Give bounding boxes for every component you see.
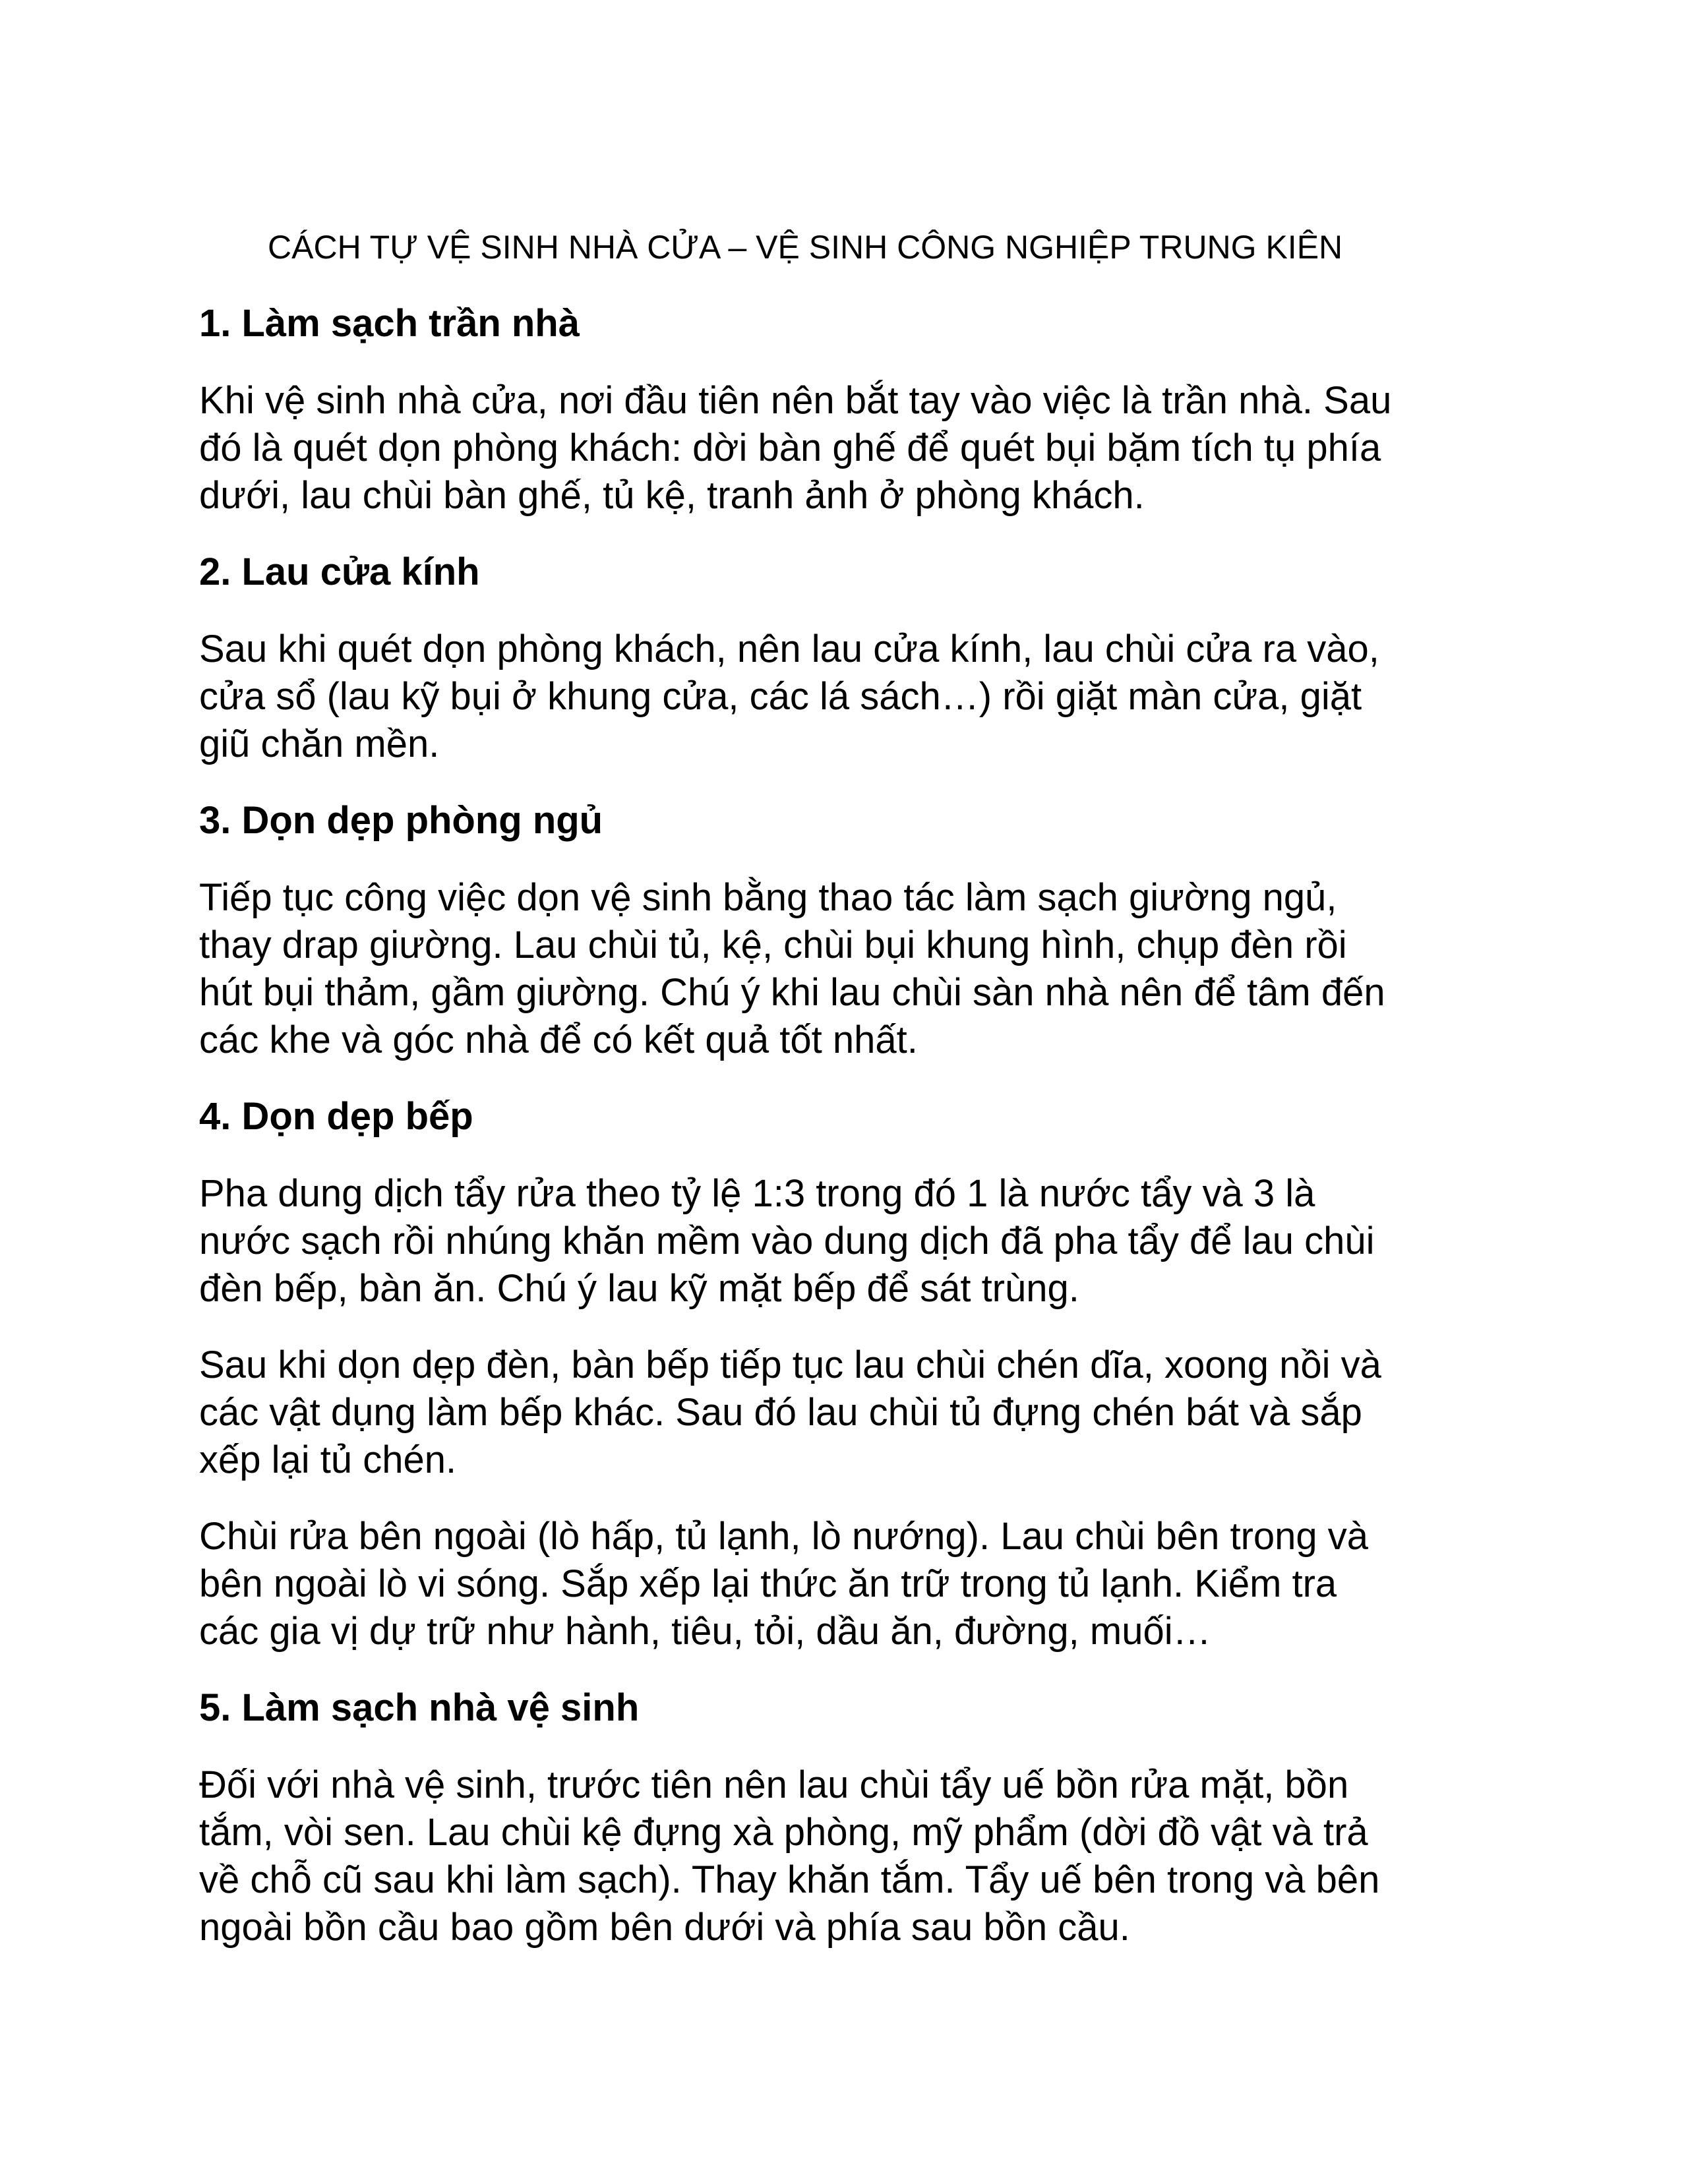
text-line: Chùi rửa bên ngoài (lò hấp, tủ lạnh, lò nướng). Lau chùi bên trong và xyxy=(199,1515,1369,1558)
section-don-dep-phong-ngu xyxy=(199,797,1518,1093)
section-don-dep-bep xyxy=(199,1093,1518,1684)
section-lam-sach-tran-nha xyxy=(199,300,1518,548)
text-line: tắm, vòi sen. Lau chùi kệ đựng xà phòng, mỹ phẩm (dời đồ vật và trả xyxy=(199,1811,1368,1854)
text-line: thay drap giường. Lau chùi tủ, kệ, chùi bụi khung hình, chụp đèn rồi xyxy=(199,924,1347,966)
section-heading: 5. Làm sạch nhà vệ sinh xyxy=(199,1686,640,1729)
paragraph xyxy=(199,377,1518,519)
paragraph xyxy=(199,1513,1518,1655)
text-line: Sau khi dọn dẹp đèn, bàn bếp tiếp tục lau chùi chén dĩa, xoong nồi và xyxy=(199,1343,1381,1386)
text-line: về chỗ cũ sau khi làm sạch). Thay khăn tắm. Tẩy uế bên trong và bên xyxy=(199,1858,1380,1901)
text-line: các gia vị dự trữ như hành, tiêu, tỏi, dầu ăn, đường, muối… xyxy=(199,1610,1211,1653)
section-heading: 4. Dọn dẹp bếp xyxy=(199,1095,473,1138)
text-line: các khe và góc nhà để có kết quả tốt nhất. xyxy=(199,1018,918,1061)
document-title: CÁCH TỰ VỆ SINH NHÀ CỬA – VỆ SINH CÔNG NGHIỆP TRUNG KIÊN xyxy=(268,229,1343,266)
text-line: đèn bếp, bàn ăn. Chú ý lau kỹ mặt bếp để sát trùng. xyxy=(199,1267,1079,1310)
text-line: Đối với nhà vệ sinh, trước tiên nên lau chùi tẩy uế bồn rửa mặt, bồn xyxy=(199,1763,1349,1806)
text-line: Khi vệ sinh nhà cửa, nơi đầu tiên nên bắt tay vào việc là trần nhà. Sau xyxy=(199,379,1392,422)
paragraph xyxy=(199,1761,1518,1951)
text-line: Pha dung dịch tẩy rửa theo tỷ lệ 1:3 trong đó 1 là nước tẩy và 3 là xyxy=(199,1172,1315,1215)
text-line: cửa sổ (lau kỹ bụi ở khung cửa, các lá sách…) rồi giặt màn cửa, giặt xyxy=(199,675,1362,718)
text-line: hút bụi thảm, gầm giường. Chú ý khi lau chùi sàn nhà nên để tâm đến xyxy=(199,971,1385,1014)
text-line: ngoài bồn cầu bao gồm bên dưới và phía sau bồn cầu. xyxy=(199,1906,1130,1949)
text-line: đó là quét dọn phòng khách: dời bàn ghế để quét bụi bặm tích tụ phía xyxy=(199,427,1381,469)
text-line: nước sạch rồi nhúng khăn mềm vào dung dịch đã pha tẩy để lau chùi xyxy=(199,1220,1375,1262)
document-body xyxy=(199,300,1518,1951)
text-line: xếp lại tủ chén. xyxy=(199,1438,457,1481)
text-line: Sau khi quét dọn phòng khách, nên lau cửa kính, lau chùi cửa ra vào, xyxy=(199,628,1379,670)
text-line: Tiếp tục công việc dọn vệ sinh bằng thao tác làm sạch giường ngủ, xyxy=(199,876,1337,919)
section-heading: 1. Làm sạch trần nhà xyxy=(199,302,580,345)
section-heading: 2. Lau cửa kính xyxy=(199,550,480,593)
paragraph xyxy=(199,1342,1518,1484)
paragraph xyxy=(199,1170,1518,1313)
text-line: các vật dụng làm bếp khác. Sau đó lau chùi tủ đựng chén bát và sắp xyxy=(199,1391,1362,1434)
paragraph xyxy=(199,626,1518,768)
section-lau-cua-kinh xyxy=(199,548,1518,797)
text-line: dưới, lau chùi bàn ghế, tủ kệ, tranh ảnh ở phòng khách. xyxy=(199,474,1145,517)
text-line: giũ chăn mền. xyxy=(199,723,440,765)
text-line: bên ngoài lò vi sóng. Sắp xếp lại thức ăn trữ trong tủ lạnh. Kiểm tra xyxy=(199,1562,1337,1605)
section-lam-sach-nha-ve-sinh xyxy=(199,1684,1518,1951)
paragraph xyxy=(199,874,1518,1064)
section-heading: 3. Dọn dẹp phòng ngủ xyxy=(199,799,603,842)
